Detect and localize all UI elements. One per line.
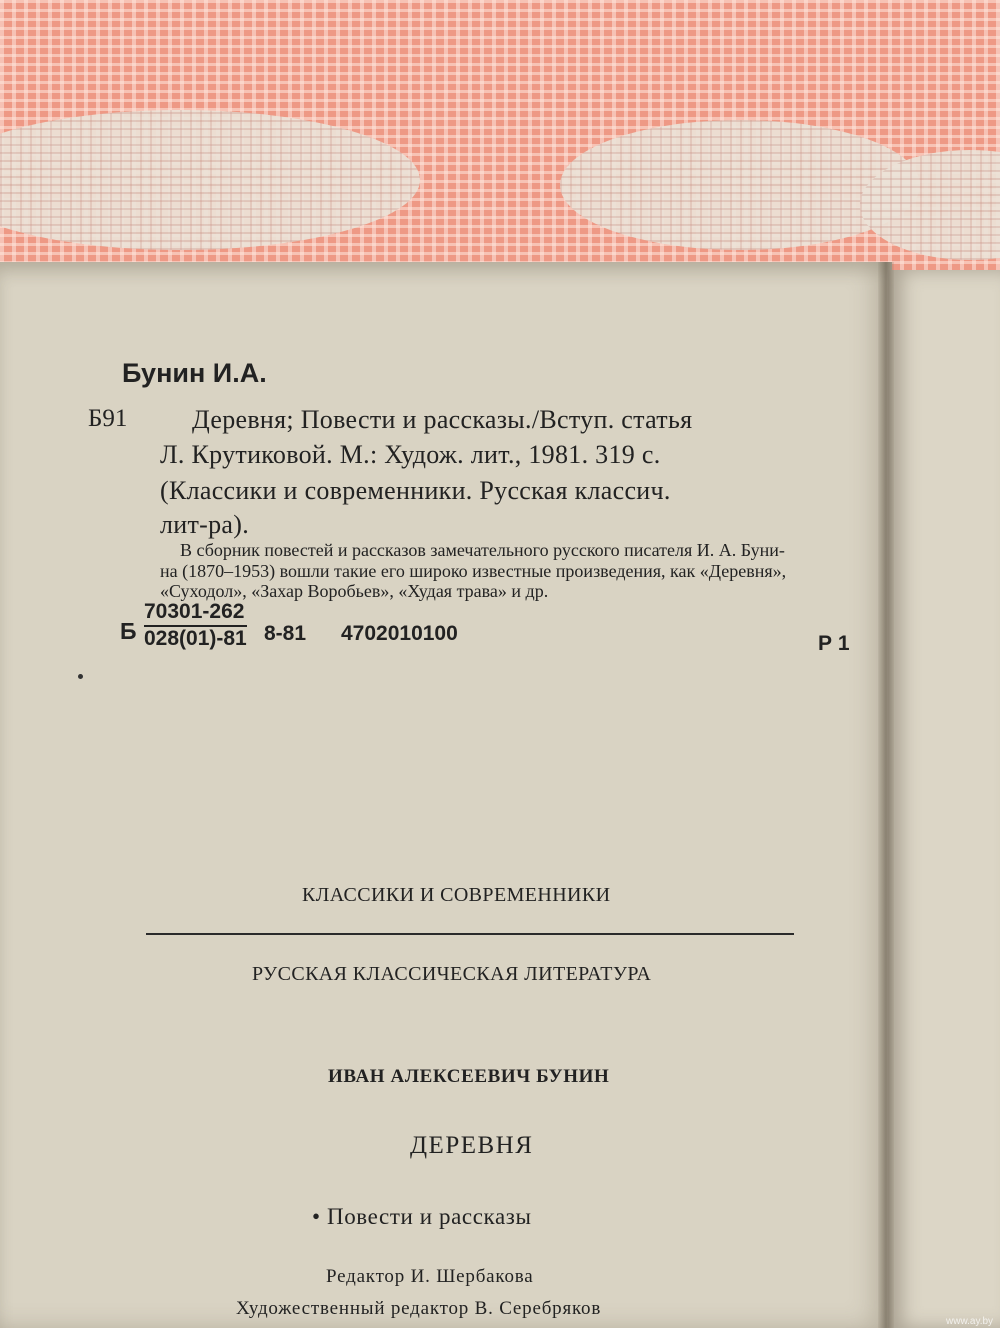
- bibliographic-line: Л. Крутиковой. М.: Худож. лит., 1981. 319 с.: [160, 440, 661, 469]
- site-watermark: www.ay.by: [946, 1316, 994, 1327]
- code-suffix: 8-81: [264, 622, 307, 645]
- divider-line: [146, 933, 794, 935]
- bibliographic-line: (Классики и современники. Русская классич.: [160, 476, 671, 505]
- bibliographic-line: лит-ра).: [160, 510, 250, 539]
- code-numerator: 70301-262: [144, 600, 247, 627]
- code-number: 4702010100: [341, 622, 458, 645]
- author-heading: Бунин И.А.: [122, 358, 267, 388]
- right-page: [888, 270, 1000, 1328]
- code-denominator: 028(01)-81: [144, 627, 247, 650]
- code-prefix: Б: [120, 618, 137, 644]
- bibliographic-line: Деревня; Повести и рассказы./Вступ. статья: [192, 405, 693, 434]
- annotation-line: В сборник повестей и рассказов замечательного русского писателя И. А. Буни-: [180, 540, 785, 560]
- art-editor-credit: Художественный редактор В. Серебряков: [236, 1298, 602, 1319]
- code-fraction: [144, 600, 247, 651]
- page-speck: [78, 674, 83, 679]
- annotation-line: на (1870–1953) вошли такие его широко известные произведения, как «Деревня»,: [160, 561, 787, 581]
- book-spine-fold: [878, 262, 894, 1328]
- book-subtitle: • Повести и рассказы: [312, 1204, 532, 1229]
- series-subtitle: РУССКАЯ КЛАССИЧЕСКАЯ ЛИТЕРАТУРА: [252, 963, 652, 985]
- editor-credit: Редактор И. Шербакова: [326, 1266, 534, 1287]
- author-full-name: ИВАН АЛЕКСЕЕВИЧ БУНИН: [328, 1066, 610, 1087]
- series-title: КЛАССИКИ И СОВРЕМЕННИКИ: [302, 884, 611, 906]
- classification-code: Р 1: [818, 632, 850, 655]
- annotation-line: «Суходол», «Захар Воробьев», «Худая трава» и др.: [160, 581, 549, 601]
- book-title: ДЕРЕВНЯ: [410, 1132, 534, 1159]
- catalog-index: Б91: [88, 405, 128, 432]
